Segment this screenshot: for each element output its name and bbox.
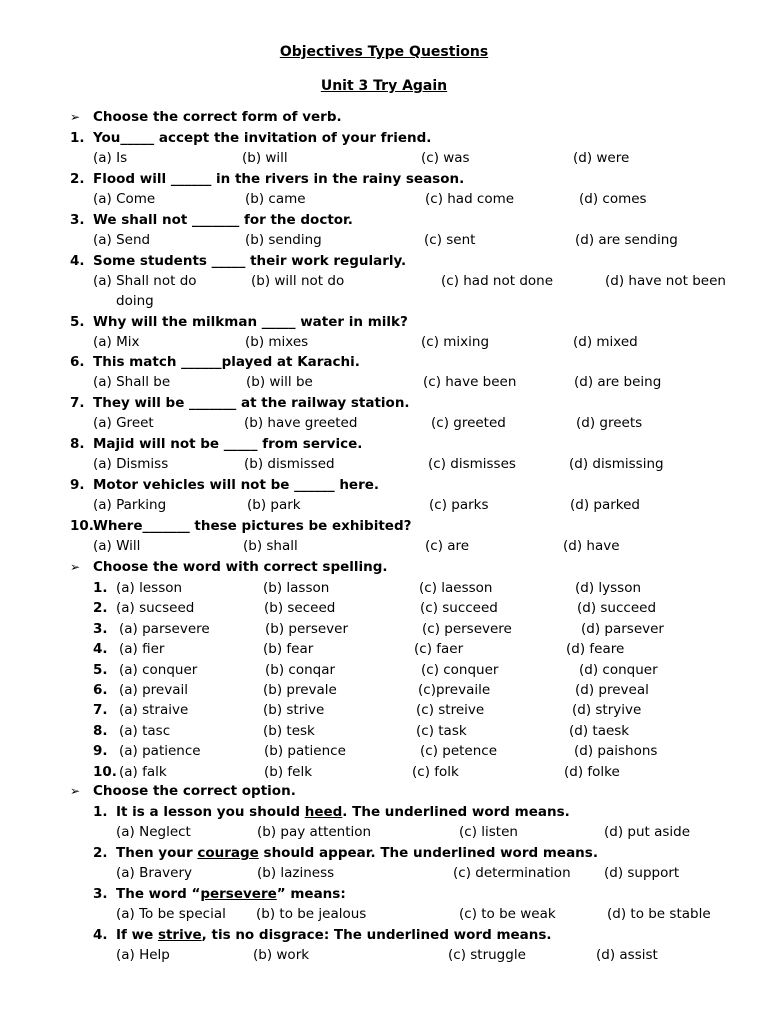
spelling-option: (a) sucseed [116, 600, 195, 617]
spelling-option: (b) seceed [264, 600, 336, 617]
spelling-option: (d) taesk [569, 722, 630, 739]
spelling-option: (d) paishons [574, 743, 658, 760]
answer-option: (a) To be special [116, 906, 226, 922]
spelling-option: (a) falk [119, 763, 167, 780]
answer-option: (d) parked [570, 497, 640, 513]
spelling-option: (d) folke [564, 763, 620, 780]
answer-option: (c) was [421, 150, 470, 166]
spelling-option: (b) tesk [263, 722, 315, 739]
question-number: 6. [70, 354, 85, 370]
question-number: 1. [70, 130, 85, 146]
question-number: 5. [70, 314, 85, 330]
question-text-after: . The underlined word means. [342, 804, 570, 820]
answer-option: (a) Send [93, 232, 151, 248]
item-number: 8. [93, 722, 108, 739]
question-number: 1. [93, 804, 108, 820]
question-text: Some students _____ their work regularly. [93, 253, 407, 269]
question-text-before: It is a lesson you should [116, 804, 305, 820]
section-heading: Choose the correct option. [93, 783, 296, 799]
answer-option: (a) Greet [93, 415, 154, 431]
spelling-option: (d) succeed [577, 600, 657, 617]
question-number: 3. [70, 212, 85, 228]
question-text-after: should appear. The underlined word means. [258, 845, 598, 861]
item-number: 9. [93, 743, 108, 760]
question-text-after: ” means: [276, 886, 346, 902]
underlined-word: heed [304, 804, 343, 820]
answer-option: (a) Is [93, 150, 128, 166]
spelling-option: (c) petence [420, 743, 498, 760]
answer-option: (c) listen [459, 824, 518, 840]
answer-option: (b) dismissed [244, 456, 335, 472]
answer-option: (a) Shall be [93, 374, 171, 390]
spelling-option: (d) parsever [581, 620, 664, 637]
answer-option: (d) to be stable [607, 906, 711, 922]
answer-option: (d) are being [574, 374, 662, 390]
answer-option-continued: doing [116, 293, 154, 309]
worksheet-title: Objectives Type Questions [279, 44, 489, 60]
spelling-option: (b) lasson [263, 580, 330, 596]
answer-option: (a) Shall not do [93, 273, 197, 289]
answer-option: (b) to be jealous [256, 906, 367, 922]
answer-option: (c) dismisses [428, 456, 516, 472]
answer-option: (a) Neglect [116, 824, 191, 840]
answer-option: (d) support [604, 865, 680, 881]
answer-option: (d) assist [596, 947, 658, 963]
answer-option: (d) have [563, 538, 620, 554]
answer-option: (b) park [247, 497, 301, 513]
question-number: 4. [93, 927, 108, 943]
question-number: 7. [70, 395, 85, 411]
question-number: 2. [70, 171, 85, 187]
answer-option: (b) came [245, 191, 306, 207]
question-text: We shall not _______ for the doctor. [93, 212, 353, 228]
question-text-before: Then your [116, 845, 198, 861]
bullet-arrow-icon: ➢ [70, 110, 81, 124]
spelling-option: (a) patience [119, 743, 201, 760]
spelling-option: (a) straive [119, 702, 189, 719]
answer-option: (b) work [253, 947, 310, 963]
answer-option: (c) to be weak [459, 906, 556, 922]
answer-option: (b) sending [245, 232, 322, 248]
spelling-option: (c) conquer [421, 661, 499, 678]
answer-option: (b) laziness [257, 865, 335, 881]
question-number: 10. [70, 518, 94, 534]
section-heading: Choose the word with correct spelling. [93, 559, 388, 575]
answer-option: (d) dismissing [569, 456, 664, 472]
spelling-option: (a) lesson [116, 580, 183, 596]
answer-option: (c) had come [425, 191, 515, 207]
question-text: Motor vehicles will not be ______ here. [93, 477, 380, 493]
question-number: 8. [70, 436, 85, 452]
unit-title: Unit 3 Try Again [320, 78, 448, 94]
answer-option: (b) will [242, 150, 288, 166]
spelling-option: (c) laesson [419, 580, 493, 596]
underlined-word: strive [157, 927, 202, 943]
question-text-before: The word “ [116, 886, 201, 902]
item-number: 7. [93, 702, 108, 719]
item-number: 1. [93, 580, 108, 596]
item-number: 10. [93, 763, 117, 780]
answer-option: (d) greets [576, 415, 643, 431]
spelling-option: (a) fier [119, 641, 165, 658]
question-text [116, 926, 552, 944]
spelling-option: (b) prevale [263, 682, 337, 698]
spelling-option: (a) tasc [119, 722, 171, 739]
spelling-option: (d) feare [566, 641, 625, 658]
spelling-option: (b) fear [263, 641, 314, 658]
question-text: Majid will not be _____ from service. [93, 436, 363, 452]
question-number: 4. [70, 253, 85, 269]
answer-option: (a) Come [93, 191, 156, 207]
answer-option: (c) mixing [421, 334, 490, 350]
question-text [116, 844, 598, 862]
answer-option: (a) Parking [93, 497, 167, 513]
answer-option: (d) are sending [575, 232, 678, 248]
answer-option: (c) had not done [441, 273, 554, 289]
question-text [116, 803, 570, 821]
answer-option: (a) Will [93, 538, 141, 554]
answer-option: (c) greeted [431, 415, 506, 431]
item-number: 3. [93, 620, 108, 637]
spelling-option: (b) felk [264, 763, 313, 780]
spelling-option: (d) preveal [575, 682, 649, 698]
answer-option: (c) sent [424, 232, 476, 248]
spelling-option: (a) conquer [119, 661, 198, 678]
spelling-option: (a) parsevere [119, 620, 210, 637]
spelling-option: (c)prevaile [418, 682, 491, 698]
question-number: 2. [93, 845, 108, 861]
spelling-option: (a) prevail [119, 682, 188, 698]
answer-option: (b) have greeted [244, 415, 358, 431]
answer-option: (b) pay attention [257, 824, 372, 840]
answer-option: (a) Mix [93, 334, 140, 350]
answer-option: (a) Help [116, 947, 170, 963]
answer-option: (d) comes [579, 191, 647, 207]
answer-option: (c) struggle [448, 947, 526, 963]
question-text-after: , tis no disgrace: The underlined word means. [201, 927, 552, 943]
question-number: 9. [70, 477, 85, 493]
answer-option: (c) are [425, 538, 470, 554]
answer-option: (d) put aside [604, 824, 691, 840]
question-text-before: If we [116, 927, 158, 943]
spelling-option: (b) conqar [265, 661, 336, 678]
item-number: 6. [93, 682, 108, 698]
question-text: Flood will ______ in the rivers in the rainy season. [93, 171, 465, 187]
question-text: Where_______ these pictures be exhibited? [93, 518, 412, 534]
spelling-option: (d) lysson [575, 580, 642, 596]
answer-option: (c) determination [453, 865, 571, 881]
spelling-option: (b) strive [263, 702, 325, 719]
underlined-word: persevere [200, 886, 277, 902]
answer-option: (d) mixed [573, 334, 638, 350]
answer-option: (b) mixes [245, 334, 309, 350]
bullet-arrow-icon: ➢ [70, 784, 81, 798]
answer-option: (b) shall [243, 538, 298, 554]
question-text [116, 885, 346, 903]
answer-option: (d) were [573, 150, 630, 166]
spelling-option: (c) succeed [420, 600, 498, 617]
question-number: 3. [93, 886, 108, 902]
spelling-option: (c) faer [414, 641, 464, 658]
spelling-option: (c) folk [412, 763, 459, 780]
answer-option: (d) have not been [605, 273, 726, 289]
item-number: 5. [93, 661, 108, 678]
spelling-option: (d) stryive [572, 702, 642, 719]
section-heading: Choose the correct form of verb. [93, 109, 342, 125]
bullet-arrow-icon: ➢ [70, 560, 81, 574]
answer-option: (a) Dismiss [93, 456, 169, 472]
spelling-option: (c) streive [416, 702, 485, 719]
item-number: 4. [93, 641, 108, 658]
answer-option: (c) have been [423, 374, 517, 390]
question-text: Why will the milkman _____ water in milk? [93, 314, 408, 330]
answer-option: (b) will not do [251, 273, 345, 289]
question-text: You_____ accept the invitation of your friend. [93, 130, 432, 146]
answer-option: (c) parks [429, 497, 489, 513]
spelling-option: (b) patience [264, 743, 346, 760]
spelling-option: (d) conquer [579, 661, 658, 678]
spelling-option: (c) persevere [422, 620, 512, 637]
question-text: They will be _______ at the railway station. [93, 395, 410, 411]
question-text: This match ______played at Karachi. [93, 354, 360, 370]
spelling-option: (c) task [416, 722, 467, 739]
answer-option: (b) will be [246, 374, 313, 390]
underlined-word: courage [197, 845, 259, 861]
answer-option: (a) Bravery [116, 865, 193, 881]
spelling-option: (b) persever [265, 620, 349, 637]
item-number: 2. [93, 600, 108, 617]
